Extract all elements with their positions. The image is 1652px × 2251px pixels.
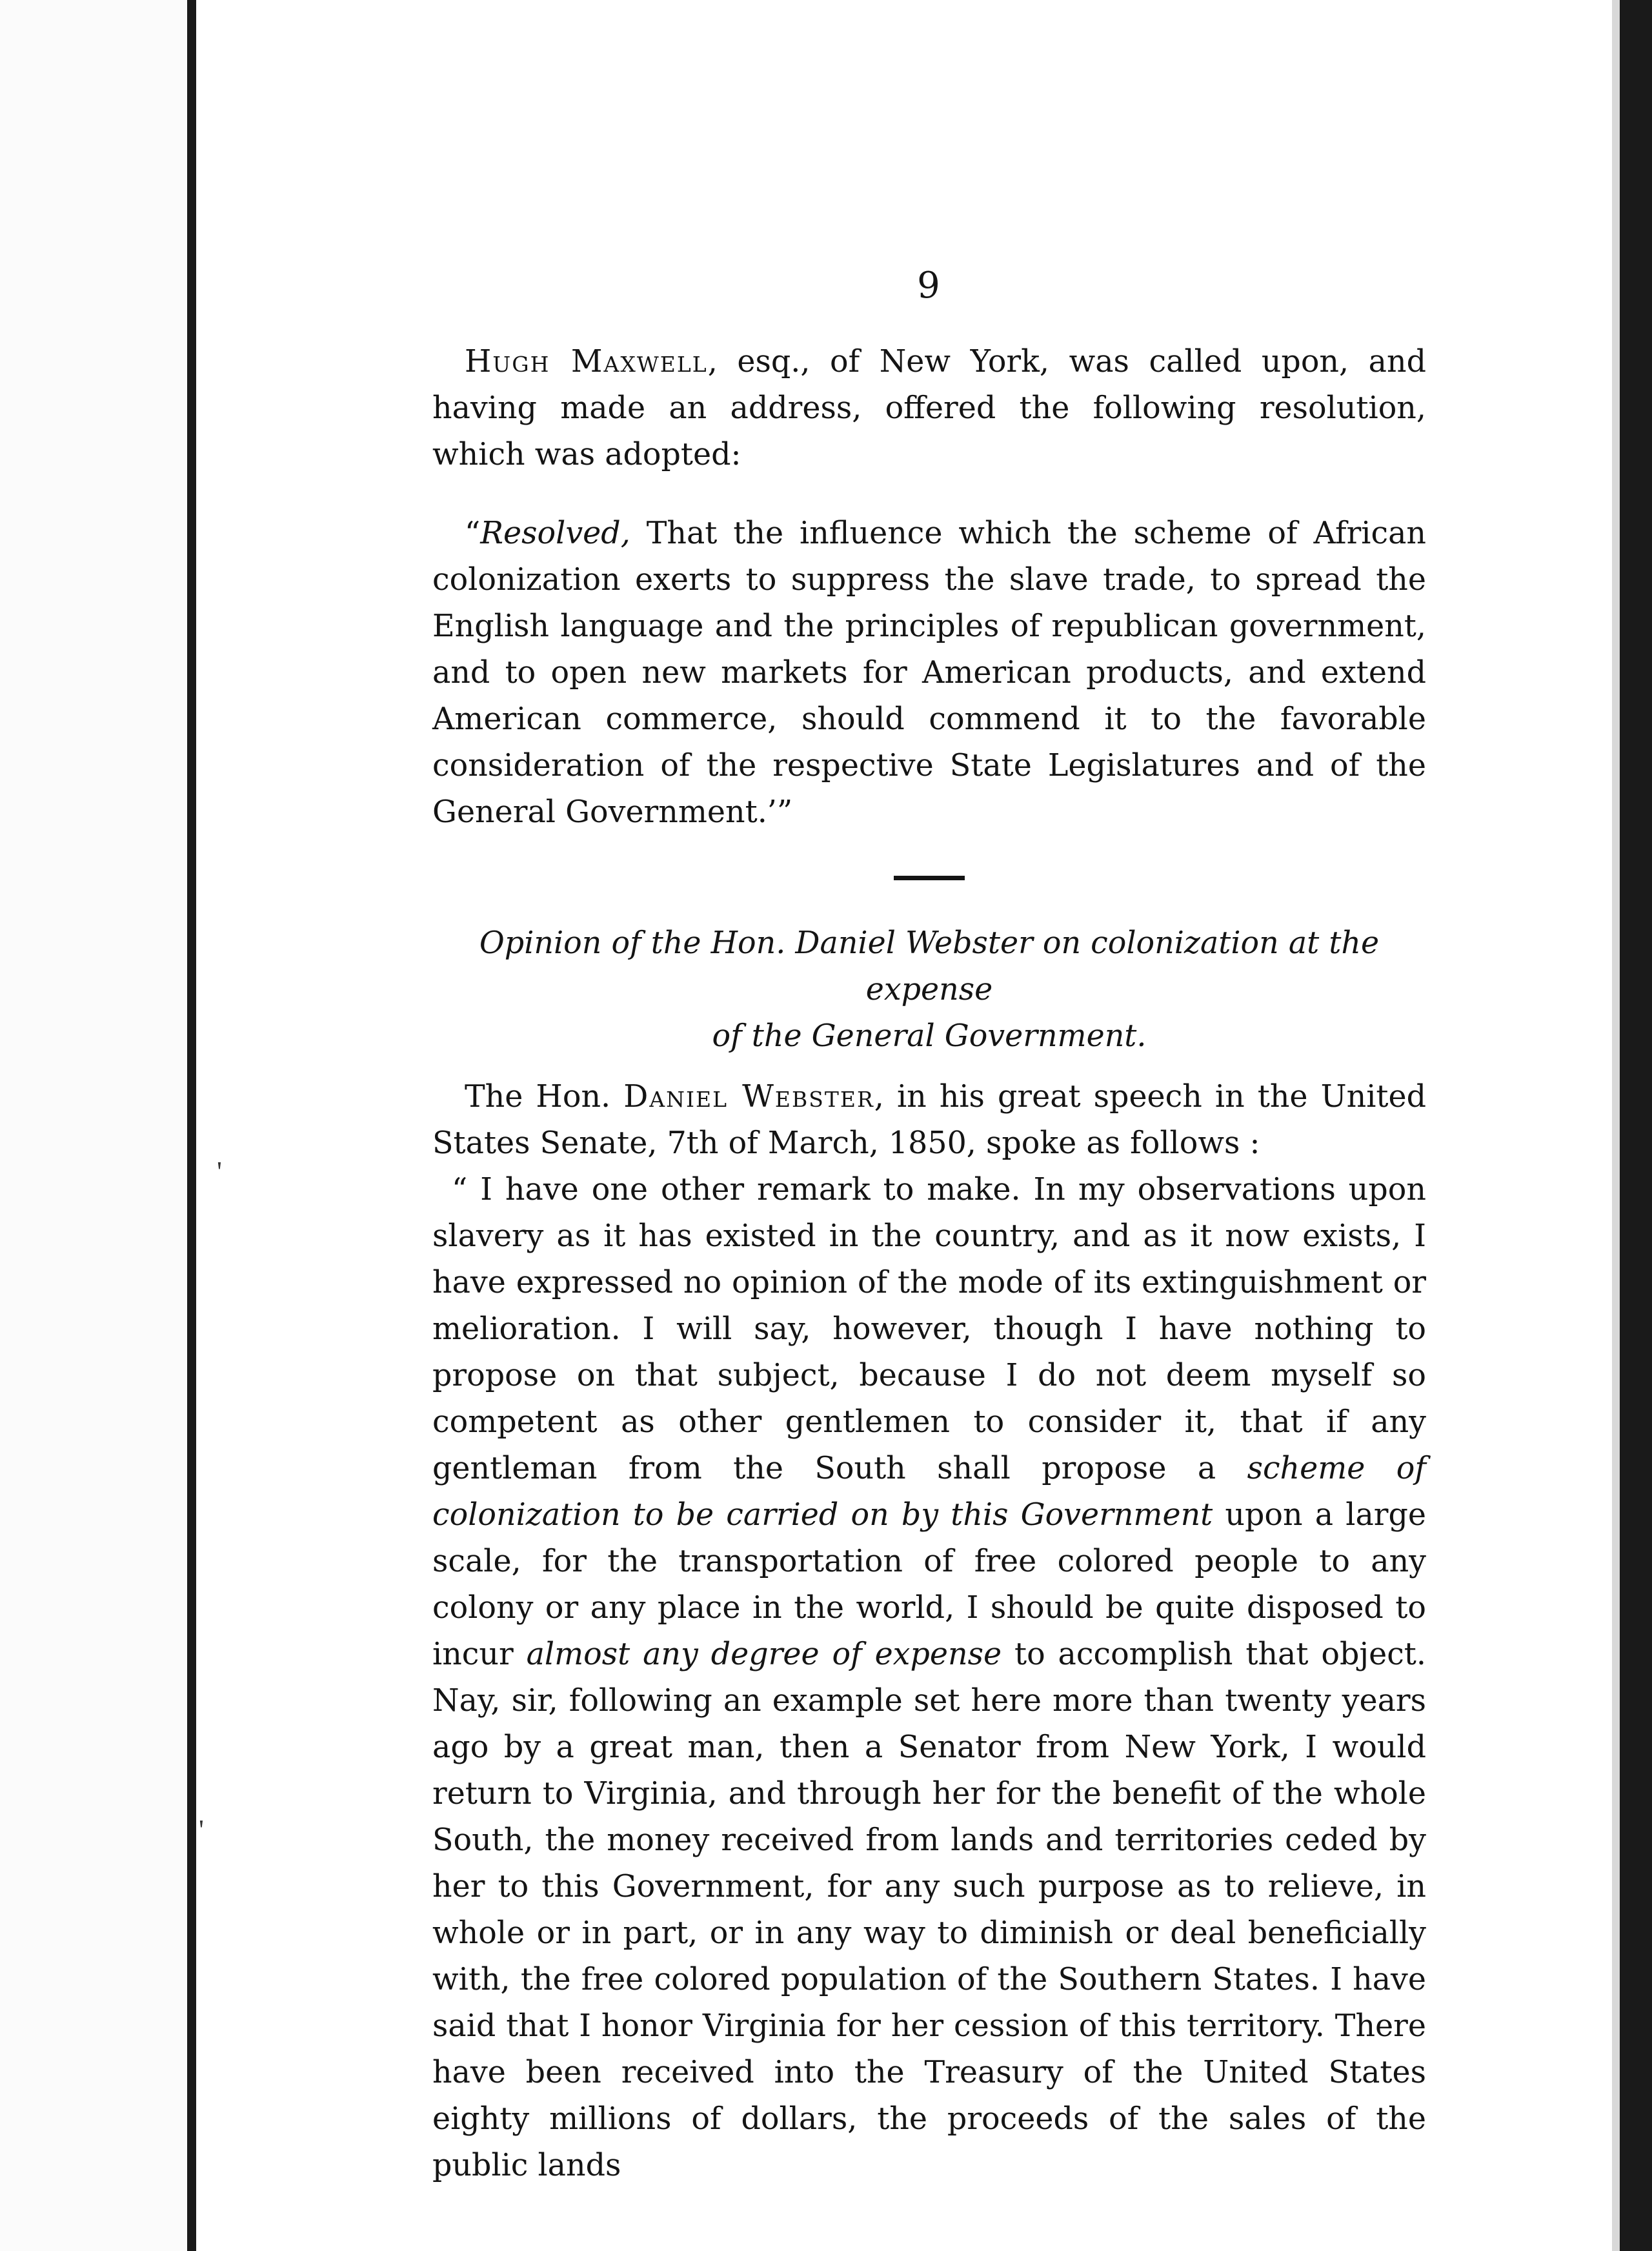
section-divider <box>894 876 965 880</box>
scan-left-margin <box>0 0 187 2251</box>
speech-intro-text: , in his great speech in the United States Senate, 7th of March, 1850, spoke as follows : <box>432 1079 1426 1161</box>
page-number: 9 <box>917 265 942 307</box>
speech-italic2: almost any degree of expense <box>526 1637 1002 1672</box>
intro-text: , esq., of New York, was called upon, and having made an address, offered the following resolution, which was adopted: <box>432 344 1426 472</box>
speech-paragraph <box>432 1167 1426 2189</box>
section-heading-line2: of the General Government. <box>712 1018 1147 1054</box>
scan-right-edge-light <box>1612 0 1620 2251</box>
speech-italic1: scheme of colonization to be carried on by this Government <box>432 1451 1426 1533</box>
speech-part1: “ I have one other remark to make. In my observations upon slavery as it has existed in the country, and as it now exists, I have expressed no opinion of the mode of its extinguishment or melioration. I will say, however, though I have nothing to propose on that subject, because I do not deem myself so competent as other gentlemen to consider it, that if any gentleman from the South shall propose a <box>432 1172 1426 1486</box>
speech-part3: to accomplish that object. Nay, sir, following an example set here more than twenty years ago by a great man, then a Senator from New York, I would return to Virginia, and through her for the benefit of the whole South, the money received from lands and territories ceded by her to this Government, for any such purpose as to relieve, in whole or in part, or in any way to diminish or deal beneficially with, the free colored population of the Southern States. I have said that I honor Virginia for her cession of this territory. There have been received into the Treasury of the United States eighty millions of dollars, the proceeds of the sales of the public lands <box>432 1637 1426 2183</box>
margin-mark-2: ' <box>199 1814 204 1846</box>
resolution-text: That the influence which the scheme of African colonization exerts to suppress the slave trade, to spread the English language and the principles of republican government, and to open new markets for American products, and extend American commerce, should commend it to the favorable consideration of the respective State Legislatures and of the General Government.’” <box>432 516 1426 830</box>
document-page <box>432 265 1426 2189</box>
scan-spine-shadow <box>187 0 196 2251</box>
intro-name: Hugh Maxwell <box>465 344 708 379</box>
margin-mark-1: ' <box>217 1156 222 1187</box>
speech-intro-paragraph <box>432 1074 1426 1167</box>
intro-paragraph <box>432 339 1426 478</box>
resolution-paragraph <box>432 510 1426 836</box>
speech-intro-name: Daniel Webster <box>623 1079 874 1115</box>
resolution-resolved: Resolved, <box>480 516 630 551</box>
section-heading <box>432 920 1426 1060</box>
scan-right-edge <box>1620 0 1652 2251</box>
resolution-open-quote: “ <box>465 516 481 551</box>
speech-intro-prefix: The Hon. <box>465 1079 624 1115</box>
section-heading-line1: Opinion of the Hon. Daniel Webster on colonization at the expense <box>479 925 1380 1007</box>
speech-part2: upon a large scale, for the transportation of free colored people to any colony or any place in the world, I should be quite disposed to incur <box>432 1497 1426 1672</box>
